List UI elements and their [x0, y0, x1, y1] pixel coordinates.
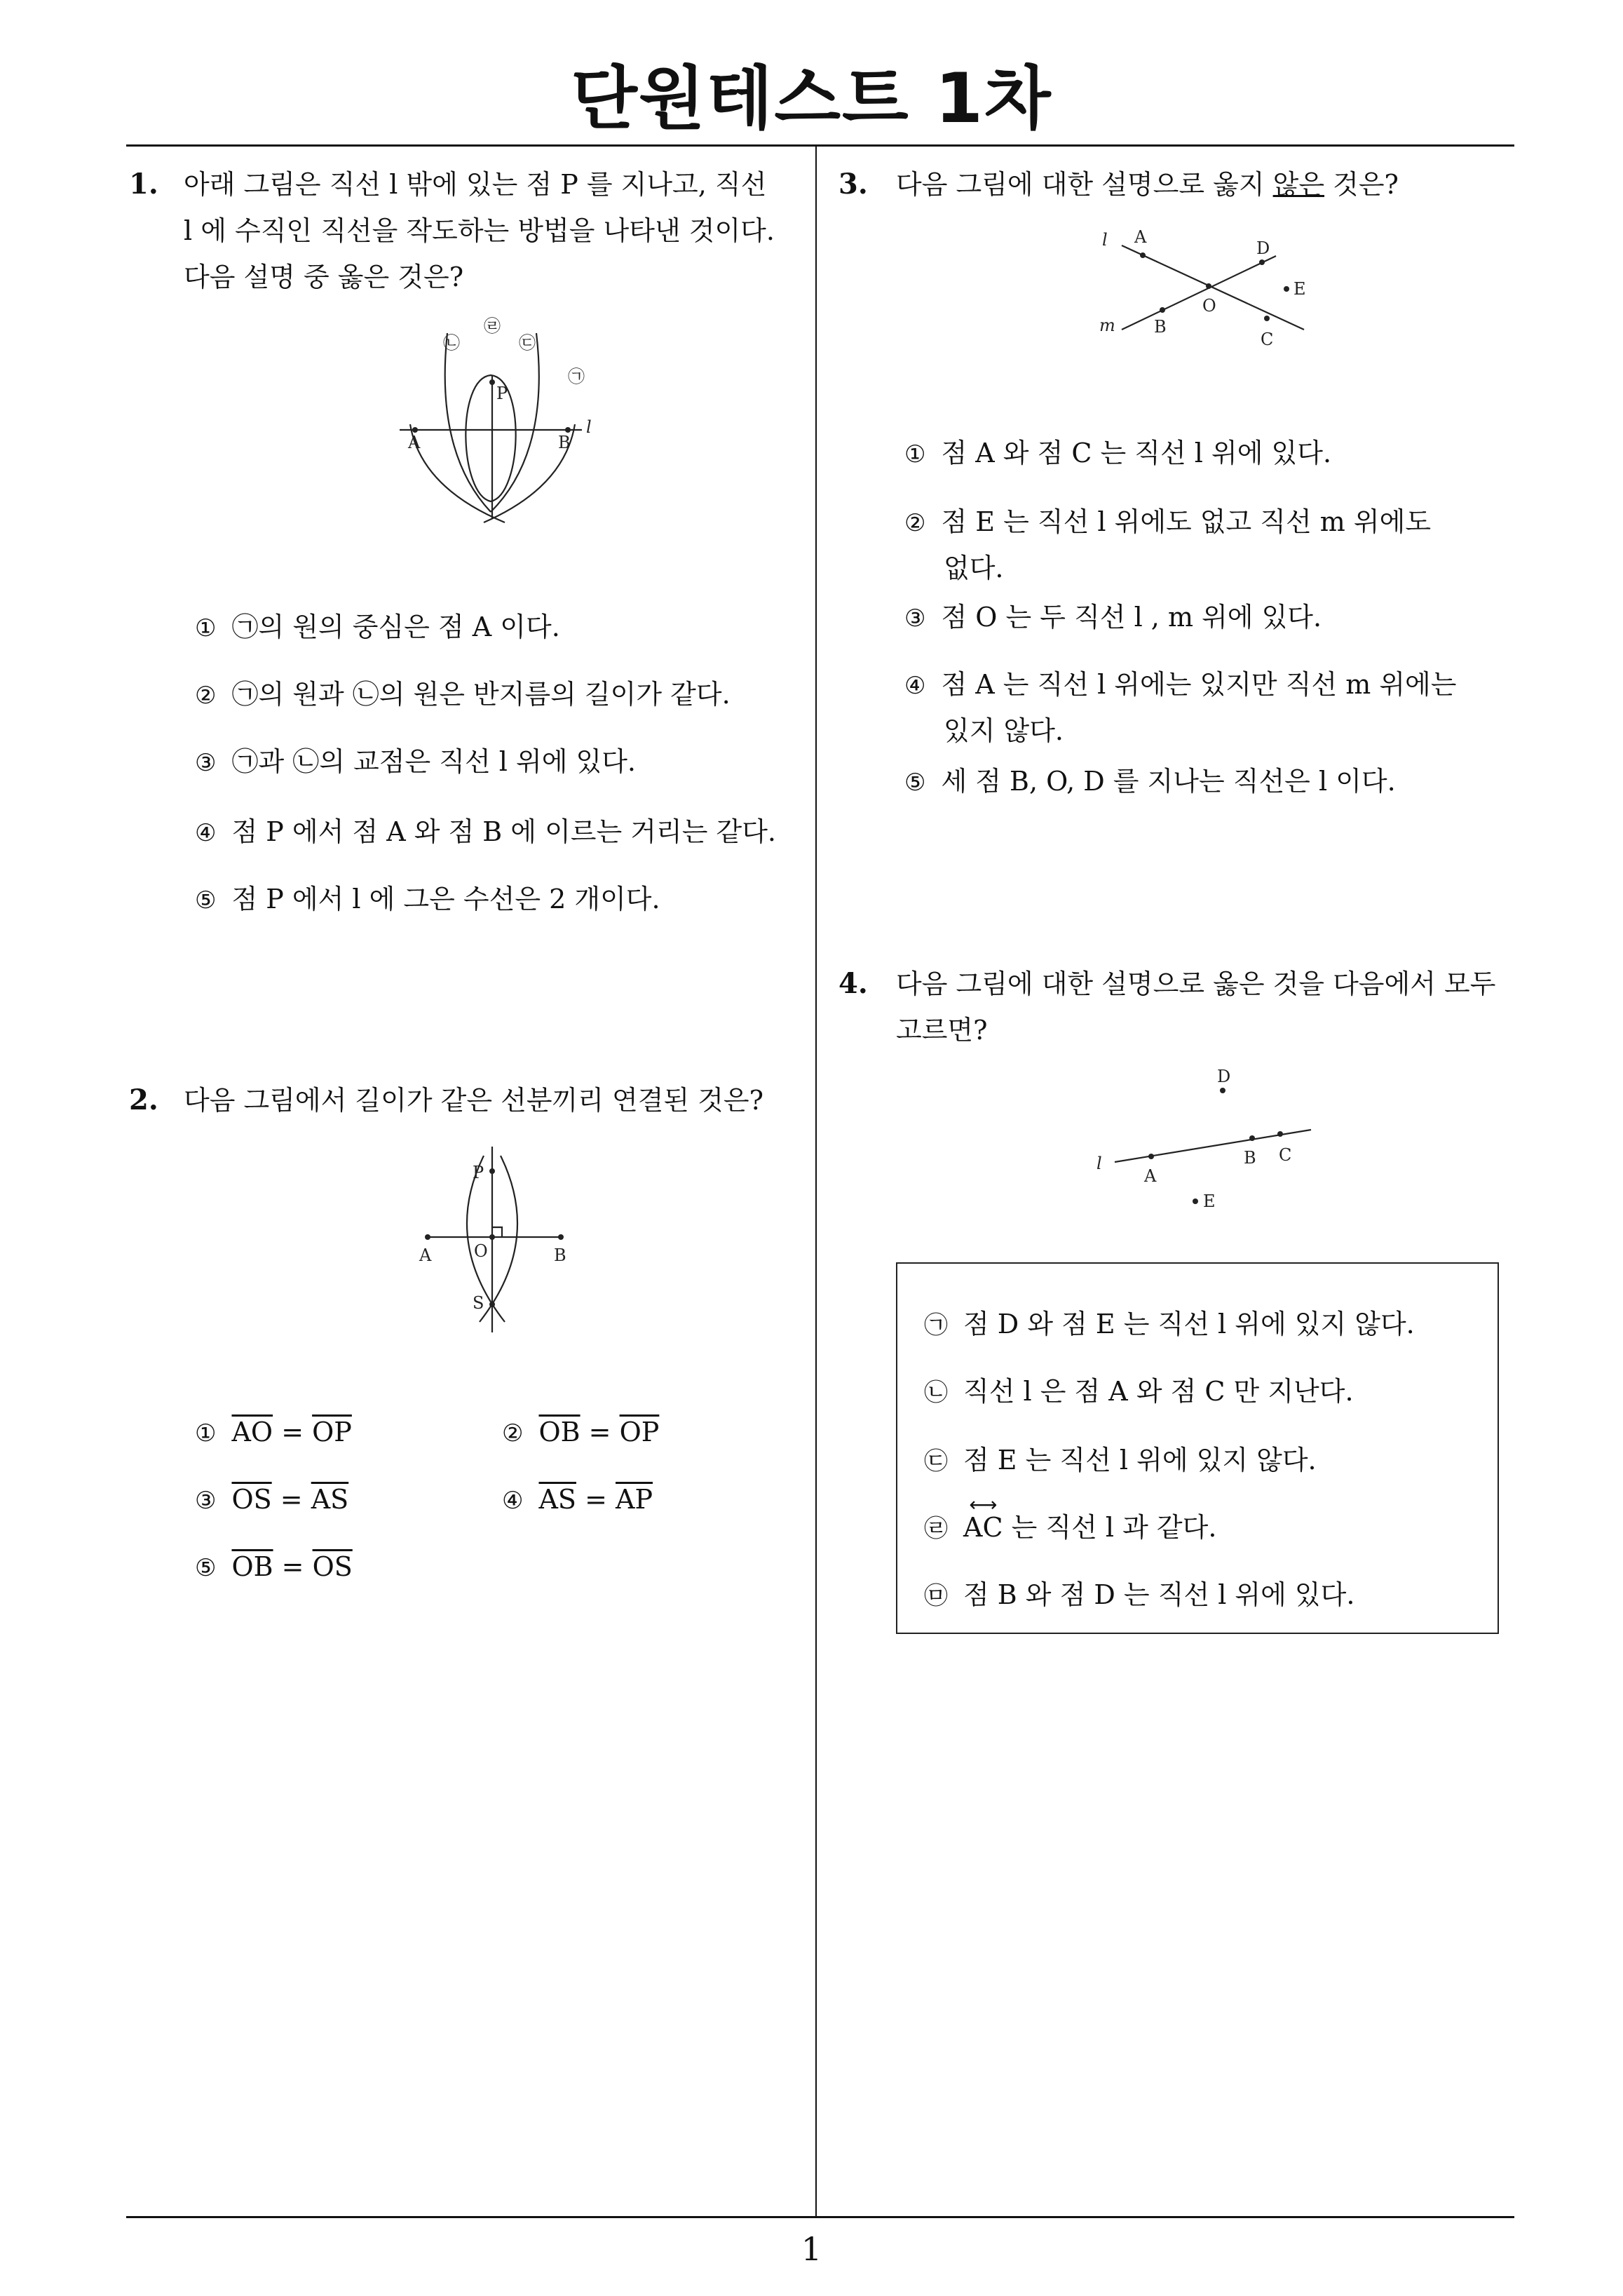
- q3-two-lines-figure: [1094, 224, 1325, 358]
- statement-2: ㉡ 직선 l 은 점 A 와 점 C 만 지난다.: [924, 1376, 1354, 1407]
- label-point-e: E: [1293, 279, 1306, 299]
- question-number: 1.: [129, 168, 158, 201]
- label-point-b: B: [1244, 1148, 1256, 1168]
- option-4[interactable]: ④ $\overline{AS} = \overline{AP}$: [502, 1484, 653, 1515]
- option-3[interactable]: ③ $\overline{OS} = \overline{AS}$: [195, 1484, 349, 1515]
- option-5[interactable]: ⑤ $\overline{OB} = \overline{OS}$: [195, 1551, 353, 1582]
- label-point-e: E: [1203, 1191, 1216, 1211]
- label-point-b: B: [554, 1245, 566, 1265]
- arc-ring: [466, 375, 515, 501]
- label-point-a: A: [1134, 227, 1147, 247]
- label-line-m: m: [1099, 316, 1115, 335]
- option-4[interactable]: ④ 점 P 에서 점 A 와 점 B 에 이르는 거리는 같다.: [195, 816, 776, 847]
- question-text-line: 다음 그림에 대한 설명으로 옳은 것을 다음에서 모두: [896, 968, 1496, 999]
- option-3[interactable]: ③ 점 O 는 두 직선 l , m 위에 있다.: [904, 602, 1322, 633]
- option-2[interactable]: ② 점 E 는 직선 l 위에도 없고 직선 m 위에도 없다.: [904, 506, 1432, 583]
- option-1[interactable]: ① 점 A 와 점 C 는 직선 l 위에 있다.: [904, 438, 1332, 468]
- double-arrow-icon: ⟷: [969, 1493, 998, 1516]
- question-text-line: 고르면?: [896, 1015, 988, 1046]
- top-rule: [126, 144, 1514, 147]
- label-point-c: C: [1261, 330, 1274, 349]
- label-line-l: l: [1102, 230, 1108, 250]
- q2-bisector-figure: [414, 1143, 582, 1339]
- arc-bottom-left: [410, 424, 505, 522]
- label-point-d: D: [1217, 1067, 1231, 1086]
- column-divider: [815, 146, 817, 2217]
- question-text-line: 아래 그림은 직선 l 밖에 있는 점 P 를 지나고, 직선: [184, 169, 767, 200]
- question-text: 다음 그림에서 길이가 같은 선분끼리 연결된 것은?: [184, 1085, 764, 1116]
- label-mark-d: ㉣: [484, 316, 501, 336]
- label-point-b: B: [558, 433, 571, 452]
- question-number: 4.: [838, 967, 868, 1000]
- arc-right: [480, 1156, 517, 1322]
- page-number: 1: [801, 2230, 822, 2268]
- label-point-a: A: [1144, 1166, 1157, 1186]
- question-number: 2.: [129, 1083, 158, 1116]
- page-title: 단원테스트 1차: [571, 59, 1052, 139]
- bottom-rule: [126, 2216, 1514, 2218]
- option-5[interactable]: ⑤ 점 P 에서 l 에 그은 수선은 2 개이다.: [195, 884, 660, 914]
- label-line-l: l: [1096, 1154, 1102, 1173]
- label-point-a: A: [419, 1245, 432, 1265]
- statement-1: ㉠ 점 D 와 점 E 는 직선 l 위에 있지 않다.: [924, 1309, 1415, 1339]
- label-mark-b: ㉡: [443, 333, 460, 353]
- q1-construction-figure: [393, 312, 617, 529]
- label-point-p: P: [473, 1163, 484, 1182]
- label-mark-c: ㉢: [519, 333, 536, 353]
- label-mark-a: ㉠: [568, 367, 585, 386]
- question-text-line: l 에 수직인 직선을 작도하는 방법을 나타낸 것이다.: [184, 215, 775, 246]
- option-4[interactable]: ④ 점 A 는 직선 l 위에는 있지만 직선 m 위에는 있지 않다.: [904, 669, 1457, 746]
- option-1[interactable]: ① ㉠의 원의 중심은 점 A 이다.: [195, 612, 560, 642]
- label-point-b: B: [1154, 317, 1167, 337]
- label-point-d: D: [1256, 238, 1270, 258]
- label-point-o: O: [1202, 296, 1216, 316]
- label-line-l: l: [586, 417, 592, 437]
- option-2[interactable]: ② $\overline{OB} = \overline{OP}$: [502, 1417, 660, 1447]
- statement-5: ㉤ 점 B 와 점 D 는 직선 l 위에 있다.: [924, 1579, 1355, 1610]
- label-point-c: C: [1279, 1145, 1292, 1165]
- label-point-a: A: [408, 433, 421, 452]
- label-point-p: P: [496, 384, 508, 403]
- line-m: [1122, 256, 1276, 330]
- question-number: 3.: [838, 168, 868, 201]
- statement-3: ㉢ 점 E 는 직선 l 위에 있지 않다.: [924, 1445, 1317, 1475]
- label-point-o: O: [474, 1241, 488, 1261]
- option-2[interactable]: ② ㉠의 원과 ㉡의 원은 반지름의 길이가 같다.: [195, 679, 731, 710]
- option-1[interactable]: ① $\overline{AO} = \overline{OP}$: [195, 1417, 352, 1447]
- statement-4: ㉣ ⟷ AC 는 직선 l 과 같다.: [924, 1493, 1217, 1543]
- arc-left: [445, 333, 491, 512]
- question-text-line: 다음 설명 중 옳은 것은?: [184, 262, 464, 292]
- question-text: 다음 그림에 대한 설명으로 옳지 않은 것은?: [896, 169, 1399, 200]
- option-3[interactable]: ③ ㉠과 ㉡의 교점은 직선 l 위에 있다.: [195, 746, 636, 777]
- option-5[interactable]: ⑤ 세 점 B, O, D 를 지나는 직선은 l 이다.: [904, 766, 1396, 797]
- label-point-s: S: [473, 1293, 484, 1313]
- q4-line-points-figure: [1094, 1062, 1325, 1217]
